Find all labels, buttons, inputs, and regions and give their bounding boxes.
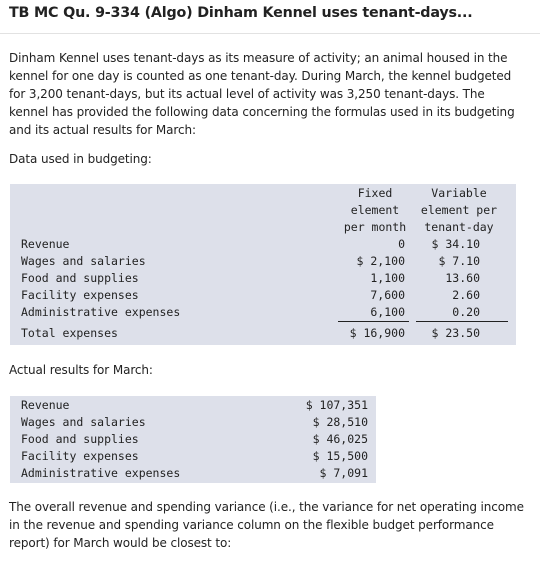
- fixed-admin: 6,100: [370, 305, 405, 319]
- fixed-header-line2: element: [350, 203, 400, 217]
- row-label-facility: Facility expenses: [21, 288, 139, 302]
- row-label-food: Food and supplies: [21, 271, 139, 285]
- title-divider: [0, 33, 540, 34]
- variable-total: $ 23.50: [431, 326, 480, 340]
- actual-revenue: $ 107,351: [305, 398, 368, 412]
- row-label-wages: Wages and salaries: [21, 254, 146, 268]
- actual-food: $ 46,025: [312, 432, 368, 446]
- actual-label-revenue: Revenue: [21, 398, 70, 412]
- fixed-header-line3: per month: [343, 220, 407, 234]
- actual-facility: $ 15,500: [312, 449, 368, 463]
- actual-label-admin: Administrative expenses: [21, 466, 181, 480]
- variable-facility: 2.60: [452, 288, 480, 302]
- variable-food: 13.60: [445, 271, 480, 285]
- row-label-total: Total expenses: [21, 326, 118, 340]
- fixed-subtotal-rule: [338, 321, 409, 322]
- actual-label-food: Food and supplies: [21, 432, 139, 446]
- actual-caption: Actual results for March:: [9, 363, 153, 377]
- fixed-wages: $ 2,100: [356, 254, 405, 268]
- variable-admin: 0.20: [452, 305, 480, 319]
- actual-label-facility: Facility expenses: [21, 449, 139, 463]
- variable-subtotal-rule: [416, 321, 508, 322]
- actual-label-wages: Wages and salaries: [21, 415, 146, 429]
- budget-caption: Data used in budgeting:: [9, 152, 152, 166]
- fixed-total: $ 16,900: [349, 326, 405, 340]
- variable-header-line2: element per: [420, 203, 498, 217]
- fixed-food: 1,100: [370, 271, 405, 285]
- variable-header-line3: tenant-day: [424, 220, 494, 234]
- actual-wages: $ 28,510: [312, 415, 368, 429]
- question-text: The overall revenue and spending variance (i.e., the variance for net operating income in the revenue and spending variance column on the flexible budget performance report) for March would be closest to:: [9, 500, 524, 550]
- intro-paragraph: Dinham Kennel uses tenant-days as its measure of activity; an animal housed in the kennel for one day is counted as one tenant-day. During March, the kennel budgeted for 3,200 tenant-days, but its actual level of activity was 3,250 tenant-days. The kennel has provided the following data concerning the formulas used in its budgeting and its actual results for March:: [9, 51, 515, 137]
- row-label-revenue: Revenue: [21, 237, 70, 251]
- variable-wages: $ 7.10: [438, 254, 480, 268]
- fixed-revenue: 0: [398, 237, 405, 251]
- fixed-facility: 7,600: [370, 288, 405, 302]
- variable-header-line1: Variable: [431, 186, 487, 200]
- row-label-admin: Administrative expenses: [21, 305, 181, 319]
- actual-admin: $ 7,091: [319, 466, 368, 480]
- variable-revenue: $ 34.10: [431, 237, 480, 251]
- question-title: TB MC Qu. 9-334 (Algo) Dinham Kennel uses tenant-days...: [9, 5, 473, 21]
- fixed-header-line1: Fixed: [357, 186, 393, 200]
